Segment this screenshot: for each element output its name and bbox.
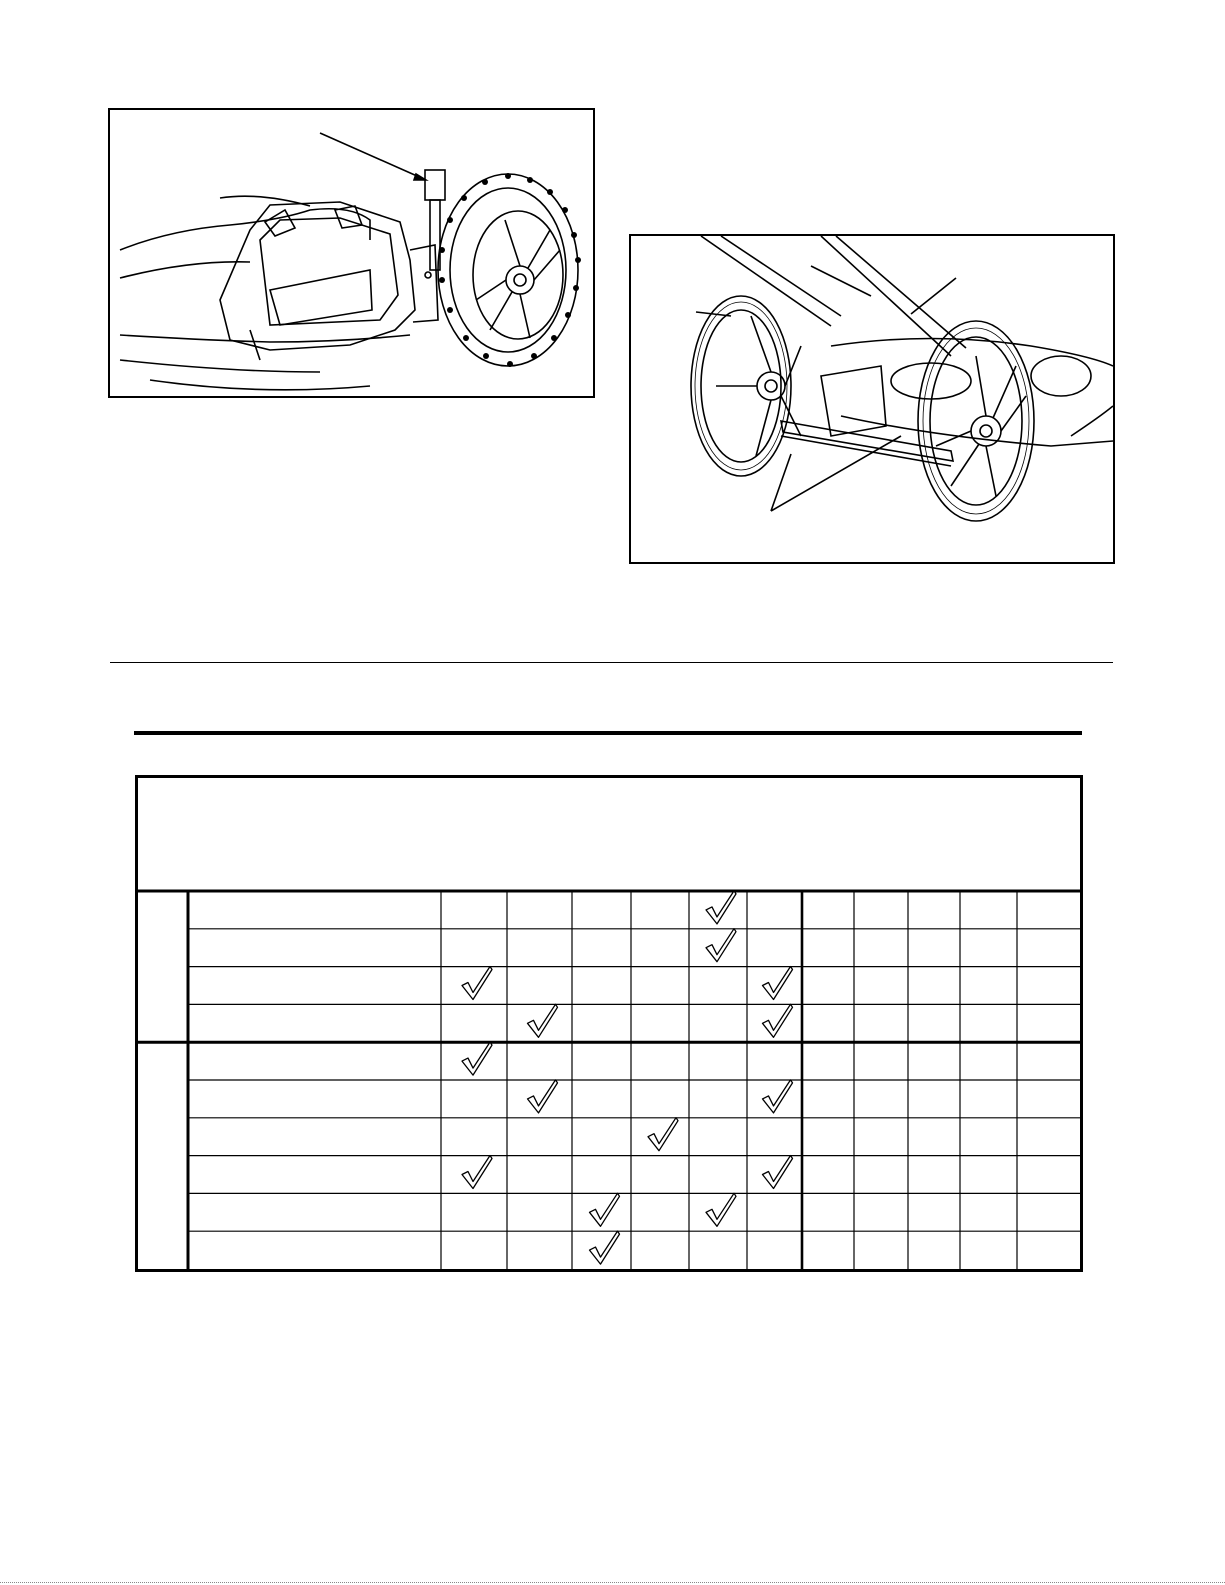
check-mark-icon <box>763 1004 793 1037</box>
check-mark-icon <box>648 1118 678 1151</box>
check-mark-icon <box>706 1193 736 1226</box>
check-mark-icon <box>706 891 736 924</box>
schedule-heading-rule <box>134 731 1082 735</box>
check-mark-icon <box>763 967 793 1000</box>
check-mark-icon <box>528 1080 558 1113</box>
schedule-grid <box>138 778 1080 1269</box>
check-mark-icon <box>763 1080 793 1113</box>
rear-mower-illustration <box>110 110 593 396</box>
page-bottom-edge <box>0 1582 1225 1583</box>
check-mark-icon <box>590 1193 620 1226</box>
check-mark-icon <box>462 1156 492 1189</box>
check-mark-icon <box>763 1156 793 1189</box>
check-mark-icon <box>590 1231 620 1264</box>
check-mark-icon <box>706 929 736 962</box>
maintenance-schedule-table <box>135 775 1083 1272</box>
figure-front-wheels <box>629 234 1115 564</box>
figure-rear-height-adjust <box>108 108 595 398</box>
check-mark-icon <box>528 1004 558 1037</box>
check-mark-icon <box>462 967 492 1000</box>
section-divider <box>110 662 1113 663</box>
check-mark-icon <box>462 1042 492 1075</box>
front-mower-illustration <box>631 236 1113 562</box>
